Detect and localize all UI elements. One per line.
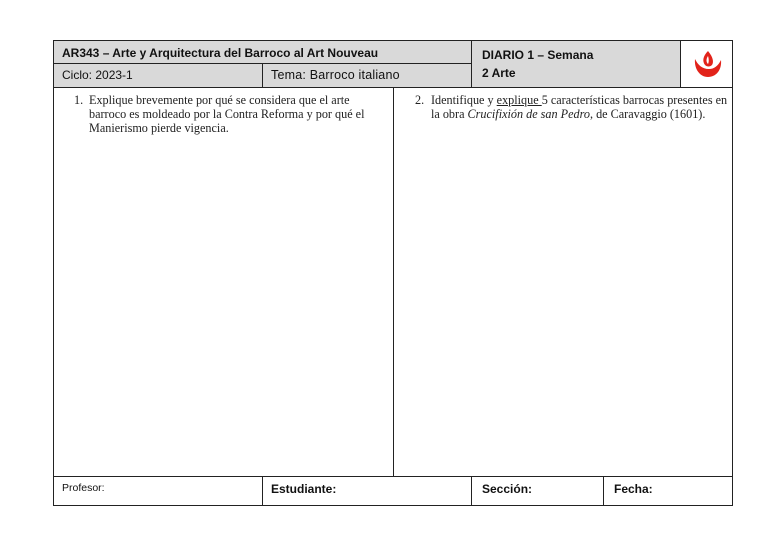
section-cell: [471, 476, 603, 505]
worksheet-table: [53, 40, 733, 506]
diary-cell: [471, 41, 680, 87]
diary-line-1: DIARIO 1 – Semana: [482, 48, 594, 62]
cycle-cell: [54, 63, 262, 87]
student-cell: [262, 476, 471, 505]
professor-cell: [54, 476, 262, 505]
question-1-cell: [54, 87, 393, 476]
professor-label: Profesor:: [62, 482, 105, 494]
question-2-cell: [393, 87, 732, 476]
logo-cell: [680, 41, 732, 87]
question-1-number: 1.: [74, 93, 84, 107]
date-label: Fecha:: [614, 482, 653, 496]
question-1-text: Explique brevemente por qué se considera que el arte barroco es moldeado por la Contra Reforma y por qué el Manierismo pierde vigencia.: [89, 93, 365, 135]
diary-line-2: 2 Arte: [482, 66, 516, 80]
cycle-label: Ciclo: 2023-1: [62, 68, 133, 82]
question-2-mid: 5 características barrocas presentes en la obra: [431, 93, 728, 121]
topic-label: Tema: Barroco italiano: [271, 68, 400, 82]
course-title-cell: [54, 41, 471, 63]
section-label: Sección:: [482, 482, 533, 496]
course-title: AR343 – Arte y Arquitectura del Barroco al Art Nouveau: [62, 46, 379, 60]
question-2-pre: Identifique y: [431, 93, 497, 107]
question-2-text: [431, 93, 729, 121]
question-2-post: , de Caravaggio (1601).: [589, 107, 706, 121]
upc-flame-logo-icon: [681, 41, 733, 87]
question-2-artwork-title: Crucifixión de san Pedro: [467, 107, 590, 121]
question-2-underlined: explique: [496, 93, 542, 107]
student-label: Estudiante:: [271, 482, 337, 496]
date-cell: [603, 476, 732, 505]
topic-cell: [262, 63, 471, 87]
question-2-number: 2.: [415, 93, 425, 107]
